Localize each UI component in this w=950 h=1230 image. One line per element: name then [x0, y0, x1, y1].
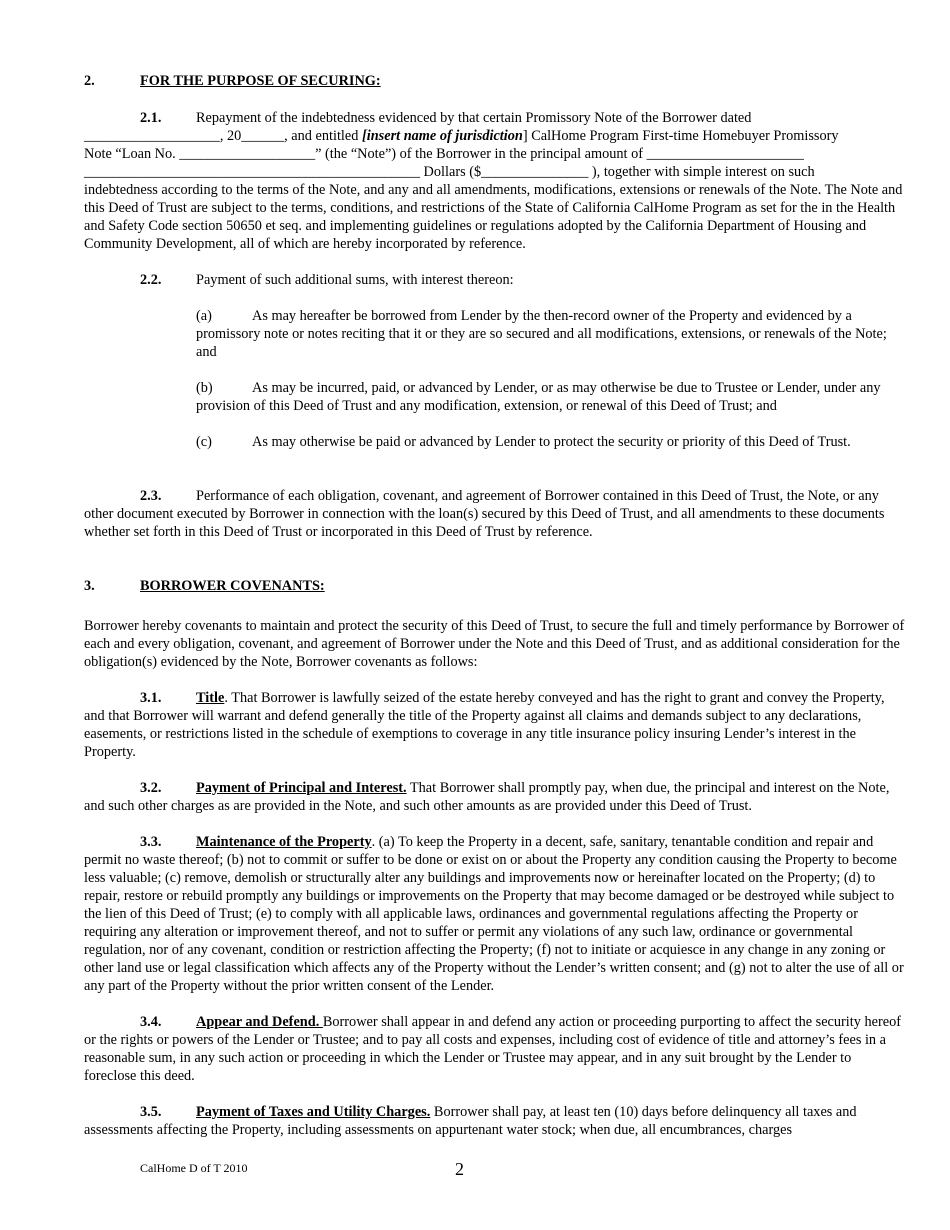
paragraph-3-1: [84, 689, 906, 761]
paragraph-2-1-line1: Repayment of the indebtedness evidenced by that certain Promissory Note of the Borrower dated: [196, 110, 752, 126]
footer-document-id: CalHome D of T 2010: [140, 1161, 248, 1175]
subitem-c-text: As may otherwise be paid or advanced by Lender to protect the security or priority of this Deed of Trust.: [252, 434, 851, 450]
subitem-a-text: As may hereafter be borrowed from Lender by the then-record owner of the Property and evidenced by a promissory note or notes reciting that it or they are so secured and all modifications, extensions, or renewals of the Note; and: [196, 308, 887, 360]
paragraph-3-2-number: 3.2.: [140, 780, 162, 796]
paragraph-3-4: [84, 1013, 906, 1085]
paragraph-2-1-line2c: ] CalHome Program First-time Homebuyer Promissory: [522, 128, 839, 144]
jurisdiction-placeholder: [insert name of jurisdiction: [361, 128, 523, 144]
paragraph-3-2-title: Payment of Principal and Interest.: [196, 780, 407, 796]
paragraph-2-3-text: Performance of each obligation, covenant, and agreement of Borrower contained in this Deed of Trust, the Note, or any other document executed by Borrower in connection with the loan(s) secured by this Deed of Trust, and all amendments to these documents whether set forth in this Deed of Trust or incorporated in this Deed of Trust by reference.: [84, 488, 885, 540]
subitem-a-label: (a): [196, 308, 212, 324]
paragraph-3-3: [84, 833, 906, 995]
subitem-b-label: (b): [196, 380, 213, 396]
paragraph-3-4-text: Borrower shall appear in and defend any action or proceeding purporting to affect the security hereof or the rights or powers of the Lender or Trustee; and to pay all costs and expenses, including cost of evidence of title and attorney’s fees in a reasonable sum, in any such action or proceeding in which the Lender or Trustee may appear, and in any suit brought by the Lender to foreclose this deed.: [84, 1014, 901, 1084]
section-3-heading: [84, 577, 906, 595]
paragraph-2-2-a: [196, 307, 906, 361]
paragraph-3-4-number: 3.4.: [140, 1014, 162, 1030]
paragraph-2-3: [84, 487, 906, 541]
paragraph-3-1-text: . That Borrower is lawfully seized of the estate hereby conveyed and has the right to grant and convey the Property, and that Borrower will warrant and defend generally the title of the Property against all claims and demands subject to any declarations, easements, or restrictions listed in the schedule of exemptions to coverage in any title insurance policy insuring Lender’s interest in the Property.: [84, 690, 885, 760]
section-3-number: 3.: [84, 578, 95, 594]
paragraph-3-5-title: Payment of Taxes and Utility Charges.: [196, 1104, 431, 1120]
paragraph-2-1-line2a: ___________________, 20______, and entitled: [84, 128, 362, 144]
paragraph-3-2: [84, 779, 906, 815]
paragraph-3-3-title: Maintenance of the Property: [196, 834, 372, 850]
paragraph-3-1-number: 3.1.: [140, 690, 162, 706]
paragraph-3-4-title: Appear and Defend.: [196, 1014, 323, 1030]
paragraph-3-5-text: Borrower shall pay, at least ten (10) days before delinquency all taxes and assessments affecting the Property, including assessments on appurtenant water stock; when due, all encumbrances, charges: [84, 1104, 857, 1138]
subitem-c-label: (c): [196, 434, 212, 450]
footer-page-number: 2: [455, 1159, 464, 1179]
paragraph-2-2-c: [196, 433, 906, 451]
paragraph-3-2-text: That Borrower shall promptly pay, when due, the principal and interest on the Note, and such other charges as are provided in the Note, and such other amounts as are provided under this Deed of Trust.: [84, 780, 890, 814]
paragraph-2-2-b: [196, 379, 906, 415]
paragraph-2-1-line4: _______________________________________________ Dollars ($_______________ ), together with simple interest on such: [84, 164, 815, 180]
paragraph-2-2: [84, 271, 906, 451]
paragraph-2-1-line3: Note “Loan No. ___________________” (the “Note”) of the Borrower in the principal amount of ______________________: [84, 146, 804, 162]
section-2-title: FOR THE PURPOSE OF SECURING:: [140, 73, 381, 89]
section-3-intro: Borrower hereby covenants to maintain and protect the security of this Deed of Trust, to secure the full and timely performance by Borrower of each and every obligation, covenant, and agreement of Borrower under the Note and this Deed of Trust, and as additional consideration for the obligation(s) evidenced by the Note, Borrower covenants as follows:: [84, 618, 905, 670]
paragraph-3-3-number: 3.3.: [140, 834, 162, 850]
paragraph-2-2-text: Payment of such additional sums, with interest thereon:: [196, 272, 514, 288]
paragraph-2-2-number: 2.2.: [140, 272, 162, 288]
section-3-title: BORROWER COVENANTS:: [140, 578, 325, 594]
section-2-number: 2.: [84, 73, 95, 89]
document-page: [84, 72, 906, 1139]
subitem-b-text: As may be incurred, paid, or advanced by Lender, or as may otherwise be due to Trustee or Lender, under any provision of this Deed of Trust and any modification, extension, or renewal of this Deed of Trust; and: [196, 380, 881, 414]
paragraph-3-1-title: Title: [196, 690, 225, 706]
paragraph-2-1-number: 2.1.: [140, 110, 162, 126]
paragraph-3-3-text: . (a) To keep the Property in a decent, safe, sanitary, tenantable condition and repair and permit no waste thereof; (b) not to commit or suffer to be done or exist on or about the Property any condition causing the Property to become less valuable; (c) remove, demolish or structurally alter any buildings and improvements now or hereinafter located on the Property; (d) to repair, restore or rebuild promptly any buildings or improvements on the Property that may become damaged or be destroyed while subject to the lien of this Deed of Trust; (e) to comply with all applicable laws, ordinances and governmental regulations affecting the Property or requiring any alteration or improvement thereof, and not to suffer or permit any violations of any such law, ordinance or governmental regulation, nor of any covenant, condition or restriction affecting the Property; (f) not to initiate or acquiesce in any change in any zoning or other land use or legal classification which affects any of the Property without the Lender’s written consent; and (g) not to alter the use of all or any part of the Property without the prior written consent of the Lender.: [84, 834, 904, 994]
paragraph-3-5: [84, 1103, 906, 1139]
paragraph-2-1-rest: indebtedness according to the terms of the Note, and any and all amendments, modifications, extensions or renewals of the Note. The Note and this Deed of Trust are subject to the terms, conditions, and restrictions of the State of California CalHome Program as set for the in the Health and Safety Code section 50650 et seq. and implementing guidelines or regulations adopted by the California Department of Housing and Community Development, all of which are hereby incorporated by reference.: [84, 182, 903, 252]
paragraph-3-5-number: 3.5.: [140, 1104, 162, 1120]
section-2-heading: [84, 72, 906, 90]
paragraph-2-1: [84, 109, 906, 253]
paragraph-2-3-number: 2.3.: [140, 488, 162, 504]
